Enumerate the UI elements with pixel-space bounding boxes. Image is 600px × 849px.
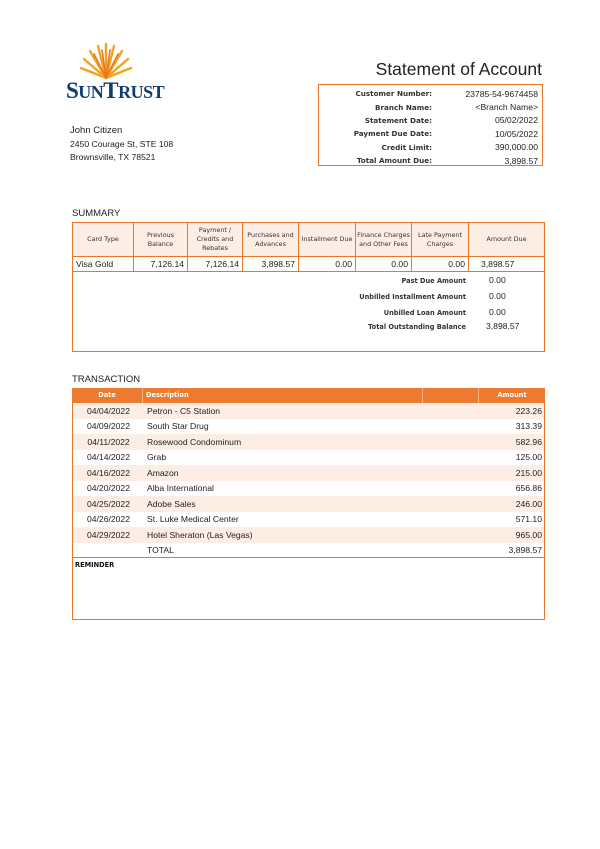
tx-amount: 215.00 bbox=[515, 467, 542, 478]
column-header: Payment / Credits and Rebates bbox=[188, 223, 243, 256]
unbilled-loan-label: Unbilled Loan Amount bbox=[383, 309, 466, 317]
column-header: Late Payment Charges bbox=[412, 223, 469, 256]
tx-amount: 223.26 bbox=[515, 405, 542, 416]
branch-name: <Branch Name> bbox=[475, 102, 538, 113]
tx-description: South Star Drug bbox=[147, 421, 209, 432]
tx-description: Rosewood Condominum bbox=[147, 436, 242, 447]
description-header: Description bbox=[143, 388, 423, 403]
reminder-label: REMINDER bbox=[75, 561, 115, 569]
reminder-box bbox=[72, 557, 545, 620]
summary-total-row bbox=[73, 320, 544, 334]
summary-data-row bbox=[73, 257, 544, 272]
account-field-row bbox=[322, 154, 539, 167]
past-due-value: 0.00 bbox=[489, 275, 506, 285]
tx-date: 04/04/2022 bbox=[86, 405, 130, 416]
summary-header-row bbox=[73, 223, 544, 257]
tx-date: 04/20/2022 bbox=[86, 483, 130, 494]
field-label: Statement Date: bbox=[364, 115, 432, 125]
table-row bbox=[73, 419, 544, 435]
account-field-row bbox=[322, 114, 539, 127]
unbilled-loan-value: 0.00 bbox=[489, 307, 506, 317]
unbilled-installment-label: Unbilled Installment Amount bbox=[359, 293, 466, 301]
column-header: Purchases and Advances bbox=[243, 223, 299, 256]
field-label: Customer Number: bbox=[355, 89, 432, 99]
tx-amount: 125.00 bbox=[515, 452, 542, 463]
column-header: Installment Due bbox=[299, 223, 356, 256]
transaction-header-row bbox=[72, 388, 545, 403]
total-outstanding-value: 3,898.57 bbox=[486, 321, 520, 331]
date-header: Date bbox=[72, 388, 143, 403]
transaction-heading: TRANSACTION bbox=[72, 374, 141, 385]
previous-balance: 7,126.14 bbox=[134, 257, 188, 271]
payment-due-date: 10/05/2022 bbox=[494, 128, 538, 139]
amount-header: Amount bbox=[497, 391, 527, 399]
amount-due: 3,898.57 bbox=[481, 259, 515, 269]
address-line-1: 2450 Courage St, STE 108 bbox=[70, 139, 174, 149]
statement-title: Statement of Account bbox=[375, 59, 542, 79]
tx-description: Alba International bbox=[147, 483, 214, 494]
account-field-row bbox=[322, 141, 539, 154]
column-header: Finance Charges and Other Fees bbox=[356, 223, 412, 256]
summary-total-row bbox=[73, 290, 544, 304]
tx-description: Adobe Sales bbox=[147, 498, 196, 509]
summary-total-row bbox=[73, 306, 544, 320]
tx-date: 04/26/2022 bbox=[86, 514, 130, 525]
tx-amount: 571.10 bbox=[515, 514, 542, 525]
table-row bbox=[73, 496, 544, 512]
total-outstanding-label: Total Outstanding Balance bbox=[368, 323, 466, 331]
summary-totals bbox=[73, 272, 544, 351]
purchases-advances: 3,898.57 bbox=[243, 257, 299, 271]
tx-description: Grab bbox=[147, 452, 167, 463]
transaction-body bbox=[72, 403, 545, 558]
tx-amount: 313.39 bbox=[515, 421, 542, 432]
summary-heading: SUMMARY bbox=[72, 208, 121, 219]
total-row bbox=[73, 543, 544, 559]
account-field-row bbox=[322, 100, 539, 113]
customer-address bbox=[70, 124, 173, 164]
tx-amount: 656.86 bbox=[515, 483, 542, 494]
tx-description: Hotel Sheraton (Las Vegas) bbox=[147, 529, 253, 540]
field-label: Payment Due Date: bbox=[353, 129, 432, 139]
statement-date: 05/02/2022 bbox=[494, 115, 538, 126]
finance-charges: 0.00 bbox=[356, 257, 412, 271]
installment-due: 0.00 bbox=[299, 257, 356, 271]
tx-date: 04/25/2022 bbox=[86, 498, 130, 509]
total-amount: 3,898.57 bbox=[508, 545, 542, 556]
unbilled-installment-value: 0.00 bbox=[489, 291, 506, 301]
customer-number: 23785-54-9674458 bbox=[465, 88, 538, 99]
account-info-box bbox=[318, 84, 543, 166]
header-spacer bbox=[423, 388, 479, 403]
past-due-label: Past Due Amount bbox=[401, 277, 466, 285]
address-line-2: Brownsville, TX 78521 bbox=[70, 152, 156, 162]
tx-date: 04/09/2022 bbox=[86, 421, 130, 432]
column-header: Amount Due bbox=[486, 235, 527, 243]
total-amount-due: 3,898.57 bbox=[504, 155, 538, 166]
tx-amount: 965.00 bbox=[515, 529, 542, 540]
tx-description: St. Luke Medical Center bbox=[147, 514, 239, 525]
sunburst-icon bbox=[76, 40, 136, 80]
total-label: TOTAL bbox=[147, 545, 174, 556]
tx-amount: 246.00 bbox=[515, 498, 542, 509]
table-row bbox=[73, 465, 544, 481]
tx-date: 04/16/2022 bbox=[86, 467, 130, 478]
logo-wordmark: SUNTRUST bbox=[66, 78, 165, 103]
table-row bbox=[73, 481, 544, 497]
summary-total-row bbox=[73, 274, 544, 288]
tx-date: 04/11/2022 bbox=[87, 436, 130, 447]
payments-credits: 7,126.14 bbox=[188, 257, 243, 271]
tx-date: 04/29/2022 bbox=[86, 529, 130, 540]
tx-description: Amazon bbox=[147, 467, 179, 478]
tx-description: Petron - C5 Station bbox=[147, 405, 221, 416]
account-field-row bbox=[322, 87, 539, 100]
credit-limit: 390,000.00 bbox=[494, 142, 538, 153]
tx-amount: 582.96 bbox=[515, 436, 542, 447]
table-row bbox=[73, 434, 544, 450]
summary-table bbox=[72, 222, 545, 352]
suntrust-logo bbox=[66, 40, 176, 104]
field-label: Credit Limit: bbox=[381, 142, 432, 152]
column-header: Card Type bbox=[73, 223, 134, 256]
table-row bbox=[73, 527, 544, 543]
table-row bbox=[73, 403, 544, 419]
late-payment-charges: 0.00 bbox=[412, 257, 469, 271]
table-row bbox=[73, 512, 544, 528]
account-field-row bbox=[322, 127, 539, 140]
transaction-table bbox=[72, 388, 545, 558]
customer-name: John Citizen bbox=[70, 125, 123, 136]
card-type: Visa Gold bbox=[73, 257, 134, 271]
column-header: Previous Balance bbox=[134, 223, 188, 256]
field-label: Total Amount Due: bbox=[356, 156, 432, 166]
tx-date: 04/14/2022 bbox=[86, 452, 130, 463]
table-row bbox=[73, 450, 544, 466]
field-label: Branch Name: bbox=[375, 102, 432, 112]
